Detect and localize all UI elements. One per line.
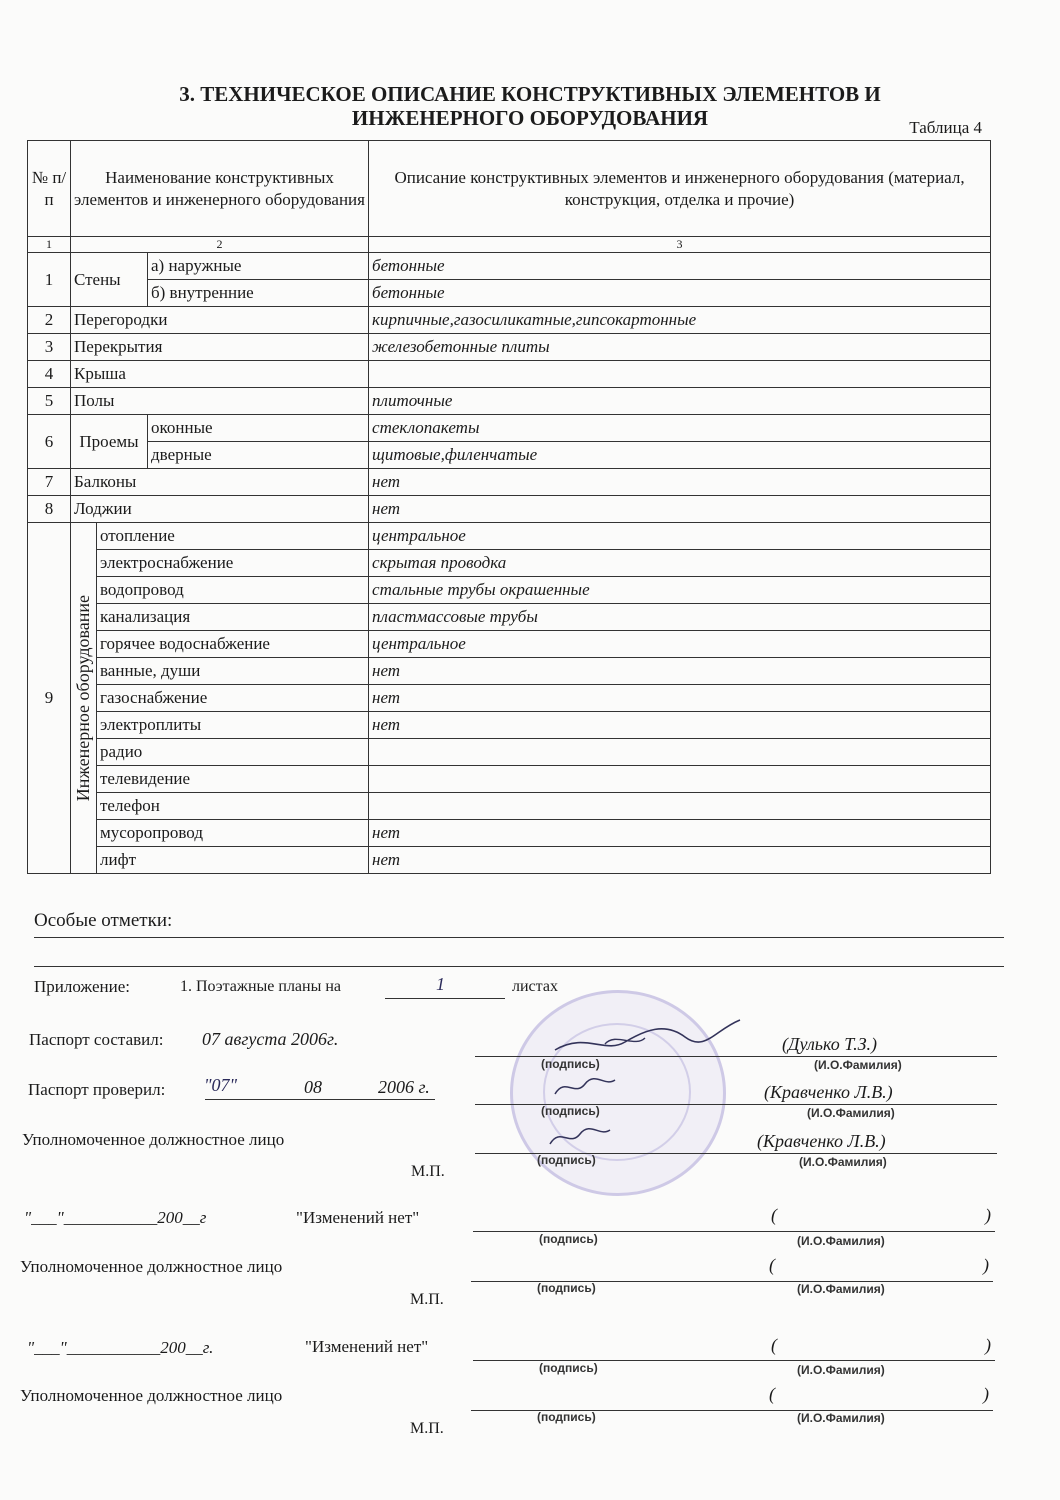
table-row xyxy=(28,469,991,496)
table-row xyxy=(28,496,991,523)
table-row xyxy=(28,550,991,577)
table-row xyxy=(28,604,991,631)
table-row xyxy=(28,766,991,793)
checked-year: 2006 г. xyxy=(378,1077,430,1097)
row-subname: радио xyxy=(97,739,369,766)
row-name: Проемы xyxy=(71,415,148,469)
blank1-date: "___"___________200__г xyxy=(24,1208,207,1227)
signature-caption: (подпись) xyxy=(537,1410,596,1424)
table-row xyxy=(28,658,991,685)
row-name: Крыша xyxy=(71,361,369,388)
row-value: нет xyxy=(369,712,991,739)
row-value: стеклопакеты xyxy=(369,415,991,442)
appendix-suffix: листах xyxy=(512,978,558,995)
notes-line-2 xyxy=(34,966,1004,967)
fio-caption: (И.О.Фамилия) xyxy=(797,1363,885,1377)
row-subname: телефон xyxy=(97,793,369,820)
blank2-official: Уполномоченное должностное лицо xyxy=(20,1386,283,1405)
blank2-mp: М.П. xyxy=(410,1420,444,1437)
row-number: 8 xyxy=(28,496,71,523)
appendix-text: 1. Поэтажные планы на xyxy=(180,978,341,995)
blank1-no-changes: "Изменений нет" xyxy=(296,1208,420,1227)
blank2-paren-open: ( xyxy=(771,1335,777,1355)
row-value: пластмассовые трубы xyxy=(369,604,991,631)
table-row xyxy=(28,712,991,739)
row-value: бетонные xyxy=(369,253,991,280)
appendix-count-line xyxy=(385,998,505,999)
official-name: (Кравченко Л.В.) xyxy=(757,1131,886,1151)
blank1-paren-open-2: ( xyxy=(769,1255,775,1275)
row-subname: газоснабжение xyxy=(97,685,369,712)
header-description: Описание конструктивных элементов и инженерного оборудования (материал, конструкция, отделка и прочие) xyxy=(369,141,991,237)
row-value: щитовые,филенчатые xyxy=(369,442,991,469)
title-line-1: 3. ТЕХНИЧЕСКОЕ ОПИСАНИЕ КОНСТРУКТИВНЫХ ЭЛЕМЕНТОВ И xyxy=(179,82,881,106)
blank2-paren-close: ) xyxy=(985,1335,991,1355)
table-row xyxy=(28,280,991,307)
fio-caption: (И.О.Фамилия) xyxy=(814,1058,902,1072)
compiled-label: Паспорт составил: xyxy=(29,1030,164,1049)
col-num-2: 2 xyxy=(71,237,369,253)
row-value: плиточные xyxy=(369,388,991,415)
official-label: Уполномоченное должностное лицо xyxy=(22,1130,285,1149)
signature-1 xyxy=(545,1012,745,1062)
row-value: нет xyxy=(369,847,991,874)
row-subname: канализация xyxy=(97,604,369,631)
table-row xyxy=(28,388,991,415)
header-number: № п/п xyxy=(28,141,71,237)
table-row xyxy=(28,793,991,820)
col-num-3: 3 xyxy=(369,237,991,253)
table-row xyxy=(28,847,991,874)
row-subname: электроплиты xyxy=(97,712,369,739)
row-value xyxy=(369,793,991,820)
signature-caption: (подпись) xyxy=(539,1232,598,1246)
row-number: 2 xyxy=(28,307,71,334)
row-subname: а) наружные xyxy=(148,253,369,280)
row-value: кирпичные,газосиликатные,гипсокартонные xyxy=(369,307,991,334)
table-row xyxy=(28,577,991,604)
table-row xyxy=(28,442,991,469)
stamp-place-mp: М.П. xyxy=(411,1163,445,1180)
row-name: Стены xyxy=(71,253,148,307)
engineering-label: Инженерное оборудование xyxy=(73,594,93,802)
row-value: нет xyxy=(369,685,991,712)
row-value xyxy=(369,361,991,388)
row-name: Балконы xyxy=(71,469,369,496)
page-title xyxy=(0,82,1060,130)
row-name: Полы xyxy=(71,388,369,415)
row-number: 5 xyxy=(28,388,71,415)
blank2-no-changes: "Изменений нет" xyxy=(305,1337,429,1356)
checked-month: 08 xyxy=(304,1077,322,1097)
row-subname: мусоропровод xyxy=(97,820,369,847)
row-name-vertical xyxy=(71,523,97,874)
notes-line-1 xyxy=(34,937,1004,938)
row-number: 1 xyxy=(28,253,71,307)
table-row xyxy=(28,739,991,766)
table-row xyxy=(28,307,991,334)
row-number: 9 xyxy=(28,523,71,874)
description-table xyxy=(27,140,991,874)
blank1-paren-close-2: ) xyxy=(983,1255,989,1275)
table-row xyxy=(28,415,991,442)
row-subname: горячее водоснабжение xyxy=(97,631,369,658)
table-row xyxy=(28,523,991,550)
col-num-1: 1 xyxy=(28,237,71,253)
checked-date-line xyxy=(205,1099,435,1100)
blank2-paren-close-2: ) xyxy=(983,1384,989,1404)
row-value: нет xyxy=(369,469,991,496)
row-subname: электроснабжение xyxy=(97,550,369,577)
row-value: нет xyxy=(369,496,991,523)
table-row xyxy=(28,631,991,658)
column-number-row xyxy=(28,237,991,253)
row-subname: оконные xyxy=(148,415,369,442)
signature-caption: (подпись) xyxy=(541,1057,600,1071)
row-value: нет xyxy=(369,820,991,847)
compiled-date: 07 августа 2006г. xyxy=(202,1029,339,1049)
row-name: Перекрытия xyxy=(71,334,369,361)
blank1-official: Уполномоченное должностное лицо xyxy=(20,1257,283,1276)
table-header-row xyxy=(28,141,991,237)
fio-caption: (И.О.Фамилия) xyxy=(797,1234,885,1248)
table-row xyxy=(28,334,991,361)
row-number: 6 xyxy=(28,415,71,469)
row-subname: б) внутренние xyxy=(148,280,369,307)
header-name: Наименование конструктивных элементов и инженерного оборудования xyxy=(71,141,369,237)
table-row xyxy=(28,820,991,847)
fio-caption: (И.О.Фамилия) xyxy=(797,1282,885,1296)
row-name: Перегородки xyxy=(71,307,369,334)
signature-caption: (подпись) xyxy=(537,1281,596,1295)
signature-caption: (подпись) xyxy=(541,1104,600,1118)
blank1-mp: М.П. xyxy=(410,1291,444,1308)
row-name: Лоджии xyxy=(71,496,369,523)
row-number: 4 xyxy=(28,361,71,388)
fio-caption: (И.О.Фамилия) xyxy=(807,1106,895,1120)
row-subname: телевидение xyxy=(97,766,369,793)
row-subname: отопление xyxy=(97,523,369,550)
compiled-name: (Дулько Т.З.) xyxy=(782,1034,878,1054)
row-value: стальные трубы окрашенные xyxy=(369,577,991,604)
row-value xyxy=(369,766,991,793)
checked-day: "07" xyxy=(204,1075,238,1095)
fio-caption: (И.О.Фамилия) xyxy=(797,1411,885,1425)
row-value: скрытая проводка xyxy=(369,550,991,577)
row-number: 7 xyxy=(28,469,71,496)
row-value: центральное xyxy=(369,631,991,658)
row-value: бетонные xyxy=(369,280,991,307)
table-row xyxy=(28,361,991,388)
blank2-date: "___"___________200__г. xyxy=(27,1338,214,1357)
blank2-paren-open-2: ( xyxy=(769,1384,775,1404)
row-value: нет xyxy=(369,658,991,685)
blank1-paren-open: ( xyxy=(771,1205,777,1225)
signature-caption: (подпись) xyxy=(539,1361,598,1375)
row-number: 3 xyxy=(28,334,71,361)
checked-name: (Кравченко Л.В.) xyxy=(764,1082,893,1102)
row-subname: дверные xyxy=(148,442,369,469)
blank1-paren-close: ) xyxy=(985,1205,991,1225)
row-subname: лифт xyxy=(97,847,369,874)
signature-caption: (подпись) xyxy=(537,1153,596,1167)
row-value: центральное xyxy=(369,523,991,550)
title-line-2: ИНЖЕНЕРНОГО ОБОРУДОВАНИЯ xyxy=(351,106,709,130)
row-value: железобетонные плиты xyxy=(369,334,991,361)
row-subname: водопровод xyxy=(97,577,369,604)
table-row xyxy=(28,253,991,280)
signature-3 xyxy=(545,1122,615,1152)
checked-label: Паспорт проверил: xyxy=(28,1080,166,1099)
appendix-label: Приложение: xyxy=(34,977,130,996)
special-notes-label: Особые отметки: xyxy=(34,910,173,931)
row-subname: ванные, души xyxy=(97,658,369,685)
signature-2 xyxy=(550,1072,620,1102)
table-number: Таблица 4 xyxy=(909,118,982,137)
appendix-count: 1 xyxy=(436,974,445,994)
fio-caption: (И.О.Фамилия) xyxy=(799,1155,887,1169)
table-row xyxy=(28,685,991,712)
row-value xyxy=(369,739,991,766)
